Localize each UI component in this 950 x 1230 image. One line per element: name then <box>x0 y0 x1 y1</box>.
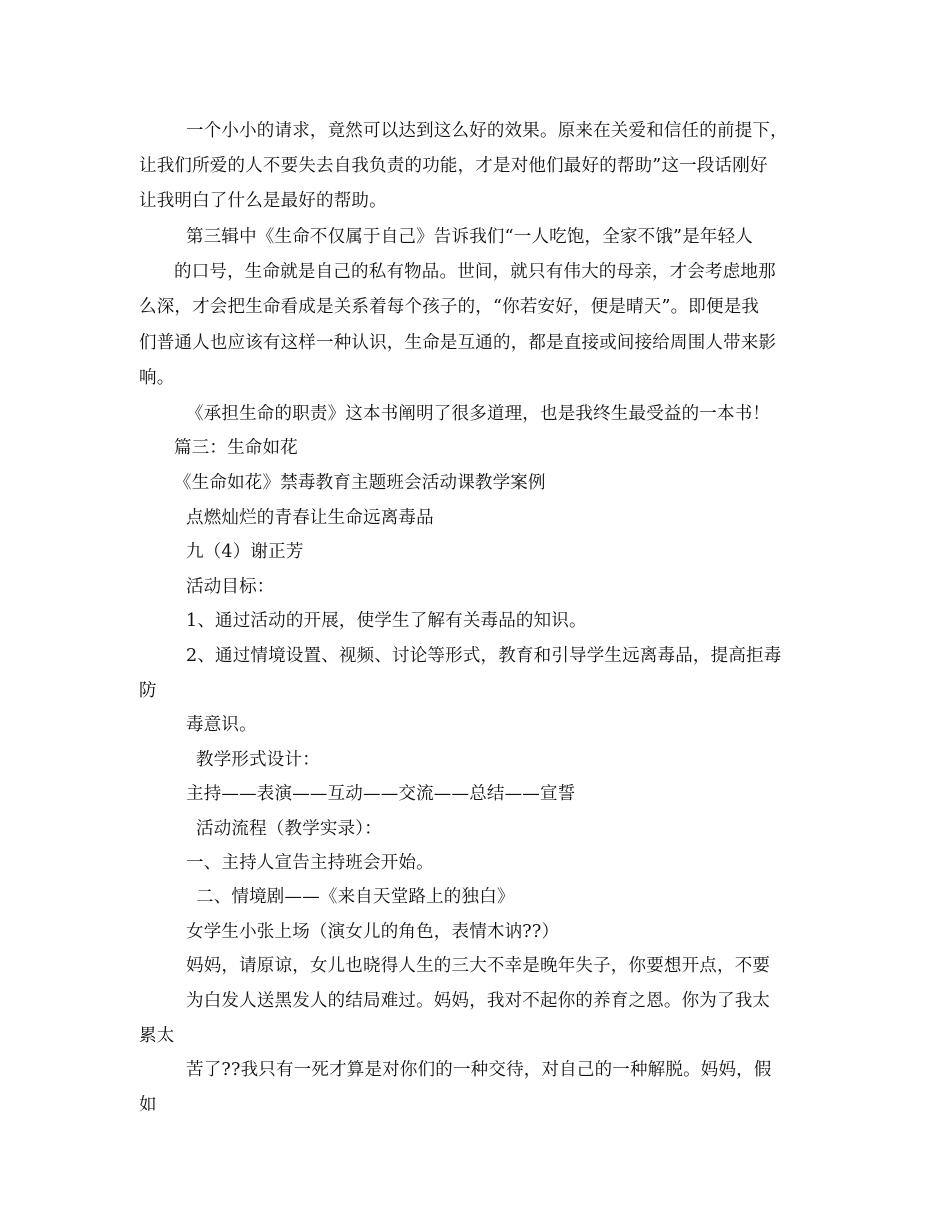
text-line: 们普通人也应该有这样一种认识，生命是互通的，都是直接或间接给周围人带来影 <box>139 333 777 353</box>
text-line: 为白发人送黑发人的结局难过。妈妈，我对不起你的养育之恩。你为了我太 <box>186 991 771 1011</box>
text-line: 一个小小的请求，竟然可以达到这么好的效果。原来在关爱和信任的前提下， <box>186 121 788 141</box>
text-line: 一、主持人宣告主持班会开始。 <box>186 853 434 873</box>
text-line: 第三辑中《生命不仅属于自己》告诉我们“一人吃饱，全家不饿”是年轻人 <box>186 227 753 247</box>
text-line: 点燃灿烂的青春让生命远离毒品 <box>186 508 434 528</box>
section-heading: 篇三：生命如花 <box>174 438 298 458</box>
text-line: 累太 <box>139 1026 175 1046</box>
text-line: 1、通过活动的开展，使学生了解有关毒品的知识。 <box>186 611 587 631</box>
text-line: 苦了??我只有一死才算是对你们的一种交待，对自己的一种解脱。妈妈，假 <box>186 1060 772 1080</box>
text-line: 毒意识。 <box>186 715 257 735</box>
text-line: 响。 <box>139 368 175 388</box>
text-line: 如 <box>139 1095 157 1115</box>
text-line: 让我明白了什么是最好的帮助。 <box>139 191 387 211</box>
text-line: 二、情境剧——《来自天堂路上的独白》 <box>196 887 515 907</box>
text-line: 让我们所爱的人不要失去自我负责的功能，才是对他们最好的帮助”这一段话刚好 <box>139 156 768 176</box>
text-line: 教学形式设计： <box>196 750 320 770</box>
text-line: 防 <box>139 681 157 701</box>
text-line: 活动目标： <box>186 577 275 597</box>
text-line: 女学生小张上场（演女儿的角色，表情木讷??） <box>186 922 560 942</box>
text-line: 活动流程（教学实录）： <box>196 819 382 839</box>
text-line: 《承担生命的职责》这本书阐明了很多道理，也是我终生最受益的一本书！ <box>186 404 771 424</box>
text-line: 《生命如花》禁毒教育主题班会活动课教学案例 <box>174 473 546 493</box>
text-line: 主持——表演——互动——交流——总结——宣誓 <box>186 784 576 804</box>
text-line: 九（4）谢正芳 <box>186 542 304 562</box>
text-line: 的口号，生命就是自己的私有物品。世间，就只有伟大的母亲，才会考虑地那 <box>174 262 776 282</box>
text-line: 妈妈，请原谅，女儿也晓得人生的三大不幸是晚年失子，你要想开点，不要 <box>186 956 771 976</box>
text-line: 么深，才会把生命看成是关系着每个孩子的，“你若安好，便是晴天”。即便是我 <box>139 297 760 317</box>
text-line: 2、通过情境设置、视频、讨论等形式，教育和引导学生远离毒品，提高拒毒 <box>186 646 782 666</box>
